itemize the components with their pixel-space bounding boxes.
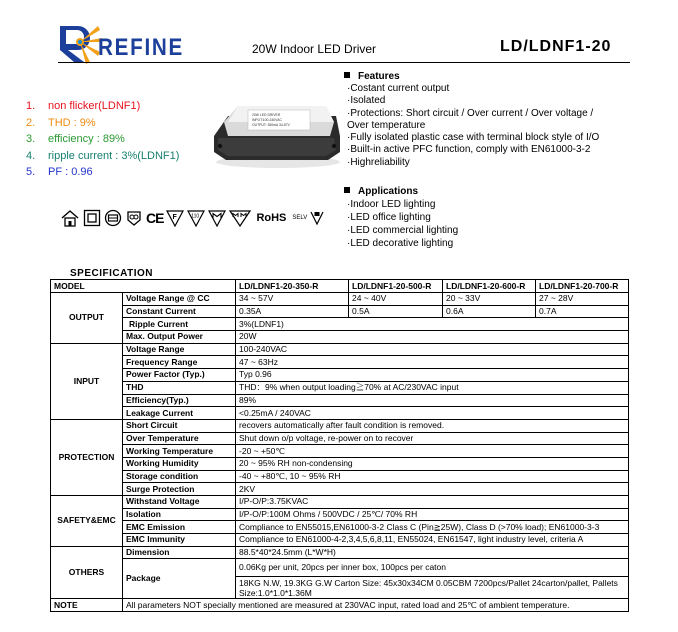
cell-value: All parameters NOT specially mentioned are measured at 230VAC input, rated load and 25℃ of ambient temperature. bbox=[123, 599, 629, 612]
cell-value: 34 ~ 57V bbox=[236, 293, 349, 306]
cell-value: I/P-O/P:100M Ohms / 500VDC / 25℃/ 70% RH bbox=[236, 508, 629, 521]
model-col-header: LD/LDNF1-20-500-R bbox=[349, 280, 443, 293]
table-row bbox=[51, 356, 629, 369]
row-label: Working Temperature bbox=[123, 445, 236, 458]
row-label: Package bbox=[123, 559, 236, 599]
row-label: Working Humidity bbox=[123, 457, 236, 470]
table-row bbox=[51, 369, 629, 382]
cell-value: -40 ~ +80℃, 10 ~ 95% RH bbox=[236, 470, 629, 483]
row-label: EMC Immunity bbox=[123, 534, 236, 547]
f-mark-letter: F bbox=[172, 214, 178, 221]
document-title: 20W Indoor LED Driver bbox=[252, 42, 377, 56]
feature-item: ·Protections: Short circuit / Over current / Over voltage / bbox=[347, 107, 594, 119]
table-row bbox=[51, 419, 629, 432]
application-item: ·LED decorative lighting bbox=[347, 238, 454, 249]
row-label: Surge Protection bbox=[123, 483, 236, 496]
ip20-protection-icon bbox=[310, 209, 324, 227]
cell-value: 0.7A bbox=[536, 305, 629, 318]
row-label: Withstand Voltage bbox=[123, 496, 236, 509]
highlight-item bbox=[26, 98, 179, 115]
row-label: Voltage Range @ CC bbox=[123, 293, 236, 306]
cell-value: recovers automatically after fault condition is removed. bbox=[236, 419, 629, 432]
thermal-protection-icon bbox=[104, 209, 122, 227]
table-row bbox=[51, 331, 629, 344]
cell-value: -20 ~ +50℃ bbox=[236, 445, 629, 458]
cell-value: 89% bbox=[236, 394, 629, 407]
table-row bbox=[51, 483, 629, 496]
group-label: SAFETY&EMC bbox=[51, 496, 123, 547]
brand-logo bbox=[58, 20, 188, 64]
row-label: Storage condition bbox=[123, 470, 236, 483]
feature-item: ·Costant current output bbox=[347, 83, 450, 94]
highlight-text: ripple current : 3%(LDNF1) bbox=[48, 149, 180, 162]
cell-value: 20W bbox=[236, 331, 629, 344]
group-label: NOTE bbox=[51, 599, 123, 612]
cell-value: 18KG N.W, 19.3KG G.W Carton Size: 45x30x34CM 0.05CBM 7200pcs/Pallet 24carton/pallet, Pallets Size:1.0*1.0*1.36M bbox=[236, 577, 629, 599]
feature-item: ·Built-in active PFC function, comply with EN61000-3-2 bbox=[347, 144, 591, 156]
model-col-header: LD/LDNF1-20-600-R bbox=[443, 280, 536, 293]
cell-value: I/P-O/P:3.75KVAC bbox=[236, 496, 629, 509]
rohs-mark-icon: RoHS bbox=[256, 212, 287, 224]
cell-value: <0.25mA / 240VAC bbox=[236, 407, 629, 420]
feature-item: ·Isolated bbox=[347, 95, 386, 107]
table-row bbox=[51, 343, 629, 356]
group-label: INPUT bbox=[51, 343, 123, 419]
cell-value: Compliance to EN55015,EN61000-3-2 Class C (Pin≧25W), Class D (>70% load); EN61000-3-3 bbox=[236, 521, 629, 534]
temperature-rating-icon bbox=[187, 209, 205, 227]
class-ii-double-insulation-icon bbox=[83, 209, 101, 227]
table-row bbox=[51, 470, 629, 483]
highlight-number: 1. bbox=[26, 100, 36, 112]
group-label: OTHERS bbox=[51, 546, 123, 599]
row-label: EMC Emission bbox=[123, 521, 236, 534]
table-row bbox=[51, 394, 629, 407]
highlight-item bbox=[26, 115, 179, 132]
feature-item: ·Highreliability bbox=[347, 156, 410, 168]
furniture-mounting-m-icon bbox=[208, 209, 226, 227]
product-label-line-2: INPUT:100-240VAC bbox=[252, 118, 282, 122]
table-row bbox=[51, 293, 629, 306]
highlight-text: THD : 9% bbox=[48, 116, 96, 129]
specification-title: SPECIFICATION bbox=[70, 268, 153, 279]
temperature-rating-text: 110 bbox=[191, 213, 200, 220]
bullet-square-icon bbox=[344, 72, 350, 78]
cell-value: 0.5A bbox=[349, 305, 443, 318]
led-driver-product-image bbox=[208, 96, 342, 170]
selv-mark-icon: SELV bbox=[292, 215, 308, 221]
applications-heading-text: Applications bbox=[358, 186, 419, 197]
highlight-text: efficiency : 89% bbox=[48, 133, 125, 145]
row-label: Efficiency(Typ.) bbox=[123, 394, 236, 407]
application-item: ·LED commercial lighting bbox=[347, 225, 459, 236]
row-label: Max. Output Power bbox=[123, 331, 236, 344]
row-label: THD bbox=[123, 381, 236, 394]
specification-table bbox=[50, 279, 629, 612]
cell-value: 47 ~ 63Hz bbox=[236, 356, 629, 369]
cell-value: 0.6A bbox=[443, 305, 536, 318]
application-item: ·LED office lighting bbox=[347, 212, 431, 223]
furniture-mounting-mm-icon bbox=[229, 209, 251, 227]
table-row bbox=[51, 280, 629, 293]
table-row bbox=[51, 599, 629, 612]
highlight-item bbox=[26, 148, 179, 165]
model-header: MODEL bbox=[51, 280, 236, 293]
table-row bbox=[51, 521, 629, 534]
refine-logo-icon bbox=[58, 20, 102, 64]
highlight-list bbox=[26, 98, 179, 181]
row-label: Leakage Current bbox=[123, 407, 236, 420]
table-row bbox=[51, 305, 629, 318]
feature-item: ·Fully isolated plastic case with terminal block style of I/O bbox=[347, 132, 600, 144]
product-label-line-1: 20W LED DRIVER bbox=[252, 113, 281, 117]
table-row bbox=[51, 445, 629, 458]
features-list bbox=[347, 83, 647, 169]
highlight-number: 3. bbox=[26, 133, 36, 145]
feature-item: Over temperature bbox=[347, 119, 426, 131]
f-mark-icon bbox=[166, 209, 184, 227]
application-item: ·Indoor LED lighting bbox=[347, 199, 436, 210]
highlight-text: PF : 0.96 bbox=[48, 166, 93, 178]
cell-value: Typ 0.96 bbox=[236, 369, 629, 382]
safety-transformer-icon bbox=[125, 209, 143, 227]
cell-value: Shut down o/p voltage, re-power on to recover bbox=[236, 432, 629, 445]
table-row bbox=[51, 381, 629, 394]
row-label: Power Factor (Typ.) bbox=[123, 369, 236, 382]
model-col-header: LD/LDNF1-20-700-R bbox=[536, 280, 629, 293]
header-divider bbox=[58, 62, 630, 63]
product-label-line-3: OUTPUT: 350mA 34-57V bbox=[252, 123, 290, 127]
table-row bbox=[51, 496, 629, 509]
row-label: Ripple Current bbox=[123, 318, 236, 331]
row-label: Short Circuit bbox=[123, 419, 236, 432]
highlight-number: 2. bbox=[26, 116, 36, 129]
row-label: Dimension bbox=[123, 546, 236, 559]
cell-value: 2KV bbox=[236, 483, 629, 496]
brand-name: REFINE bbox=[98, 34, 185, 61]
cell-value: 20 ~ 33V bbox=[443, 293, 536, 306]
table-row bbox=[51, 457, 629, 470]
features-heading bbox=[344, 71, 400, 82]
features-heading-text: Features bbox=[358, 71, 400, 82]
cell-value: 100-240VAC bbox=[236, 343, 629, 356]
cell-value: 27 ~ 28V bbox=[536, 293, 629, 306]
table-row bbox=[51, 432, 629, 445]
row-label: Frequency Range bbox=[123, 356, 236, 369]
highlight-number: 4. bbox=[26, 149, 36, 162]
table-row bbox=[51, 508, 629, 521]
cell-value: THD：9% when output loading≧70% at AC/230VAC input bbox=[236, 381, 629, 394]
table-row bbox=[51, 534, 629, 547]
row-label: Voltage Range bbox=[123, 343, 236, 356]
cell-value: 0.35A bbox=[236, 305, 349, 318]
row-label: Isolation bbox=[123, 508, 236, 521]
row-label: Constant Current bbox=[123, 305, 236, 318]
group-label: OUTPUT bbox=[51, 293, 123, 344]
table-row bbox=[51, 559, 629, 577]
cell-value: 3%(LDNF1) bbox=[236, 318, 629, 331]
cell-value: 0.06Kg per unit, 20pcs per inner box, 100pcs per caton bbox=[236, 559, 629, 577]
table-row bbox=[51, 318, 629, 331]
model-code: LD/LDNF1-20 bbox=[500, 38, 612, 55]
cell-value: 20 ~ 95% RH non-condensing bbox=[236, 457, 629, 470]
bullet-square-icon bbox=[344, 187, 350, 193]
table-row bbox=[51, 407, 629, 420]
ce-mark-icon: CE bbox=[146, 210, 164, 226]
cell-value: 24 ~ 40V bbox=[349, 293, 443, 306]
certification-icons bbox=[60, 208, 324, 228]
applications-list bbox=[347, 198, 458, 250]
table-row bbox=[51, 546, 629, 559]
group-label: PROTECTION bbox=[51, 419, 123, 495]
cell-value: Compliance to EN61000-4-2,3,4,5,6,8,11, EN55024, EN61547, light industry level, criteria A bbox=[236, 534, 629, 547]
highlight-number: 5. bbox=[26, 166, 36, 178]
highlight-text: non flicker(LDNF1) bbox=[48, 100, 141, 112]
applications-heading bbox=[344, 186, 418, 197]
model-col-header: LD/LDNF1-20-350-R bbox=[236, 280, 349, 293]
highlight-item bbox=[26, 164, 179, 181]
row-label: Over Temperature bbox=[123, 432, 236, 445]
cell-value: 88.5*40*24.5mm (L*W*H) bbox=[236, 546, 629, 559]
indoor-use-icon bbox=[60, 209, 80, 227]
highlight-item bbox=[26, 131, 179, 148]
